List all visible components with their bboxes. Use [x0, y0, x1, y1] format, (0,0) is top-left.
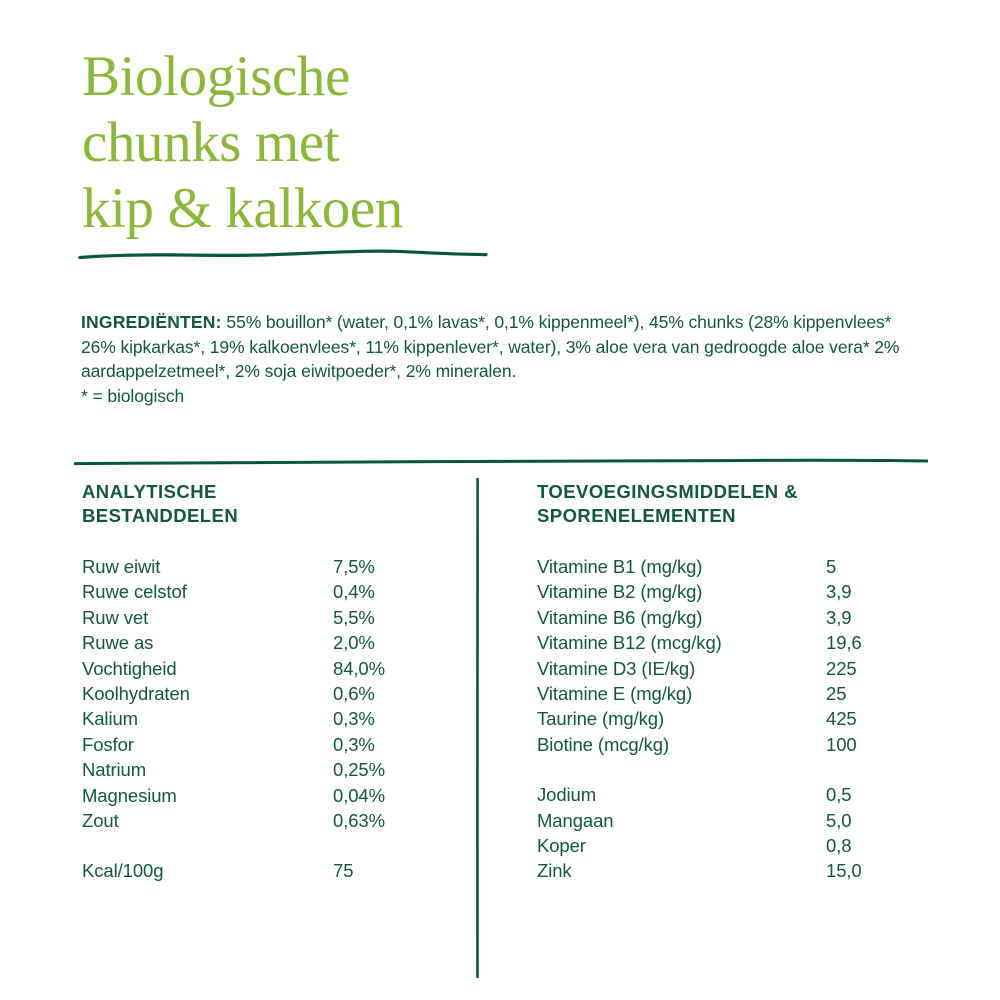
table-row: [537, 858, 917, 883]
row-label: Biotine (mcg/kg): [537, 733, 670, 755]
table-row: [537, 808, 917, 833]
row-value: 0,25%: [333, 759, 385, 781]
row-label: Vitamine B6 (mg/kg): [537, 606, 703, 628]
row-label: Vochtigheid: [82, 657, 177, 679]
ingredients-body: 55% bouillon* (water, 0,1% lavas*, 0,1% kippenmeel*), 45% chunks (28% kippenvlees* 26% kipkarkas*, 19% kalkoenvlees*, 11% kippenlever*, water), 3% aloe vera van gedroogde aloe vera* 2% aardappelzetmeel*, 2% soja eiwitpoeder*, 2% mineralen.: [81, 312, 900, 381]
additives-table: [537, 554, 917, 884]
additives-heading-line-1: TOEVOEGINGSMIDDELEN &: [537, 481, 798, 502]
additives-heading-line-2: SPORENELEMENTEN: [537, 505, 736, 526]
table-row: [82, 579, 442, 604]
row-label: Natrium: [82, 759, 147, 781]
row-label: Ruw eiwit: [82, 556, 161, 577]
table-row-energy: [82, 858, 442, 883]
analytical-constituents-column: [82, 480, 442, 884]
table-row: [82, 757, 442, 782]
row-label: Kcal/100g: [82, 860, 164, 882]
table-row: [537, 782, 917, 807]
column-divider-vertical: [476, 478, 479, 978]
row-value: 19,6: [826, 632, 862, 654]
table-row: [537, 605, 917, 630]
row-label: Ruwe as: [82, 632, 154, 654]
row-value: 5,0: [826, 809, 852, 831]
table-row: [82, 808, 442, 833]
table-row: [537, 579, 917, 604]
additives-trace-elements-column: [537, 480, 917, 884]
table-row-spacer: [537, 757, 917, 782]
row-value: 0,63%: [333, 810, 385, 832]
row-label: Vitamine E (mg/kg): [537, 683, 693, 705]
row-value: 5,5%: [333, 606, 375, 628]
table-row: [537, 656, 917, 681]
table-row: [82, 656, 442, 681]
row-label: Vitamine D3 (IE/kg): [537, 657, 696, 679]
row-label: Vitamine B2 (mg/kg): [537, 581, 703, 603]
row-label: Fosfor: [82, 733, 134, 755]
row-label: Ruwe celstof: [82, 581, 187, 603]
row-value: 0,04%: [333, 784, 385, 806]
row-label: Koper: [537, 835, 586, 857]
row-value: 3,9: [826, 606, 852, 628]
title-line-1: Biologische: [82, 45, 350, 108]
row-label: Magnesium: [82, 784, 177, 806]
row-value: 15,0: [826, 860, 862, 882]
analytical-table: [82, 554, 442, 884]
ingredients-label: INGREDIËNTEN:: [81, 312, 222, 332]
analytical-heading-line-2: BESTANDDELEN: [82, 505, 239, 526]
row-value: 0,5: [826, 784, 852, 806]
table-row: [537, 706, 917, 731]
row-label: Ruw vet: [82, 606, 149, 628]
row-label: Vitamine B12 (mcg/kg): [537, 632, 722, 654]
row-value: 75: [333, 860, 354, 882]
row-value: 0,6%: [333, 683, 375, 705]
section-divider-horizontal: [74, 456, 928, 468]
row-label: Jodium: [537, 784, 597, 806]
table-row-spacer: [82, 833, 442, 858]
row-value: 0,8: [826, 835, 852, 857]
table-row: [82, 732, 442, 757]
row-value: 0,3%: [333, 708, 375, 730]
row-value: 7,5%: [333, 556, 375, 577]
title-line-3: kip & kalkoen: [82, 177, 403, 240]
table-row: [82, 554, 442, 579]
table-row: [82, 605, 442, 630]
row-value: 3,9: [826, 581, 852, 603]
analytical-heading-line-1: ANALYTISCHE: [82, 481, 217, 502]
row-value: 2,0%: [333, 632, 375, 654]
row-label: Mangaan: [537, 809, 614, 831]
row-value: 225: [826, 657, 857, 679]
row-label: Kalium: [82, 708, 138, 730]
table-row: [537, 833, 917, 858]
table-row: [82, 630, 442, 655]
row-label: Vitamine B1 (mg/kg): [537, 556, 703, 577]
page-title: [82, 44, 682, 242]
table-row: [537, 681, 917, 706]
analytical-heading: [82, 480, 442, 528]
row-value: 425: [826, 708, 857, 730]
row-label: Zout: [82, 810, 119, 832]
row-value: 0,4%: [333, 581, 375, 603]
ingredients-section: [81, 310, 919, 408]
ingredients-footnote: * = biologisch: [81, 385, 185, 406]
additives-heading: [537, 480, 917, 528]
table-row: [82, 783, 442, 808]
title-line-2: chunks met: [82, 111, 340, 174]
row-value: 25: [826, 683, 847, 705]
table-row: [82, 706, 442, 731]
row-value: 0,3%: [333, 733, 375, 755]
row-value: 84,0%: [333, 657, 385, 679]
table-row: [537, 732, 917, 757]
table-row: [537, 630, 917, 655]
table-row: [82, 681, 442, 706]
row-value: 5: [826, 556, 837, 577]
row-value: 100: [826, 733, 857, 755]
row-label: Zink: [537, 860, 572, 882]
title-underline-divider: [78, 248, 488, 262]
table-row: [537, 554, 917, 579]
row-label: Taurine (mg/kg): [537, 708, 665, 730]
row-label: Koolhydraten: [82, 683, 190, 705]
